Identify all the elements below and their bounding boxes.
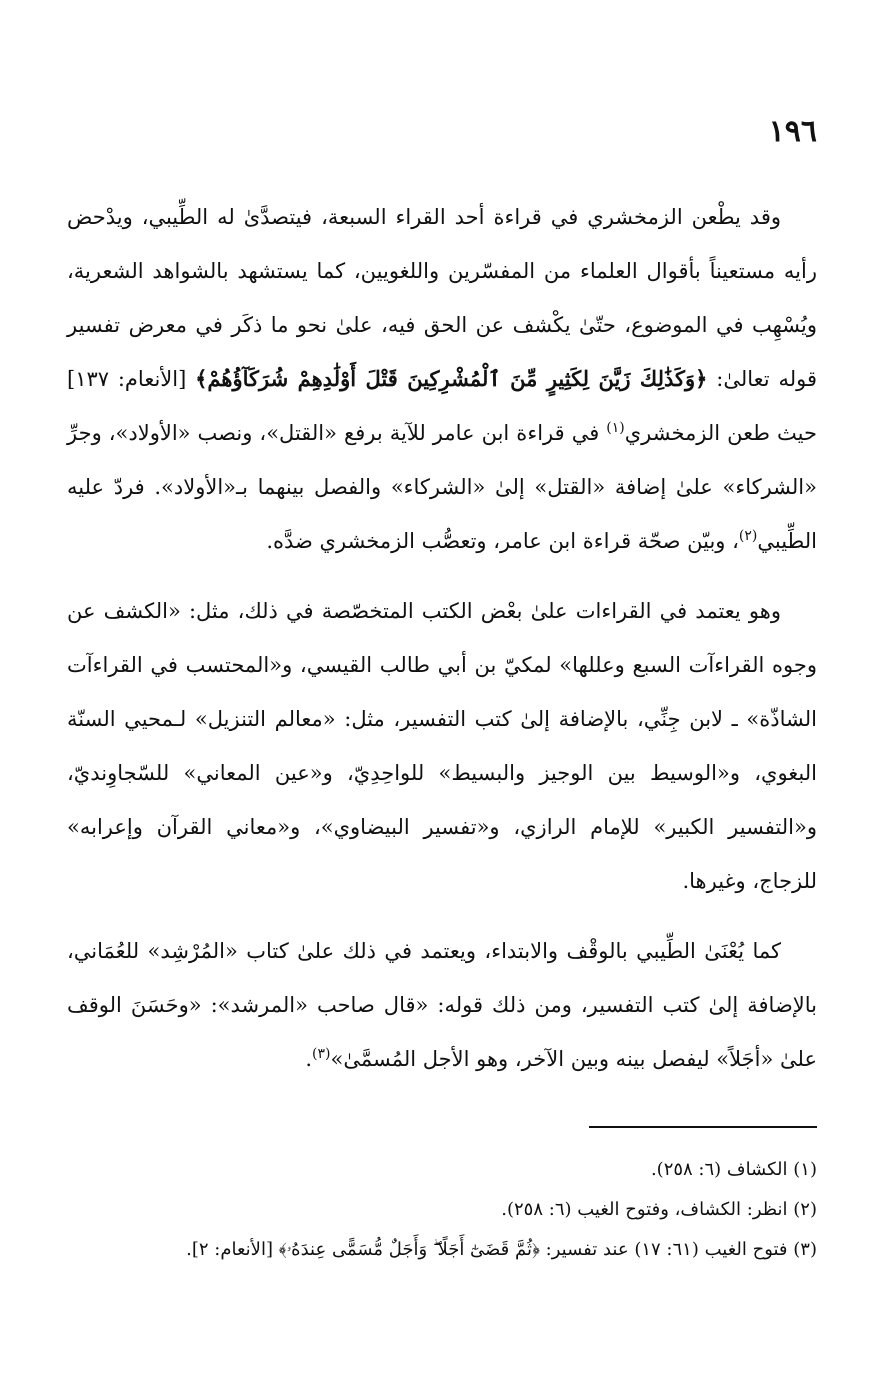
paragraph-2: وهو يعتمد في القراءات علىٰ بعْض الكتب المتخصّصة في ذلك، مثل: «الكشف عن وجوه القراءآت السبع وعللها» لمكيّ بن أبي طالب القيسي، و«المحتسب في القراءآت الشاذّة» ـ لابن جِنِّي، بالإضافة إلىٰ كتب التفسير، مثل: «معالم التنزيل» لـمحيي السنّة البغوي، و«الوسيط بين الوجيز والبسيط» للواحِدِيّ، و«عين المعاني» للسّجاوِنديّ، و«التفسير الكبير» للإمام الرازي، و«تفسير البيضاوي»، و«معاني القرآن وإعرابه» للزجاج، وغيرها. <box>67 599 817 893</box>
paragraph-1-end: ، وبيّن صحّة قراءة ابن عامر، وتعصُّب الزمخشري ضدَّه. <box>266 529 739 553</box>
footnote-ref-2[interactable]: (٢) <box>738 528 758 544</box>
body-text <box>67 190 817 1086</box>
paragraph-1 <box>67 190 817 568</box>
footnote-ref-3[interactable]: (٣) <box>312 1046 331 1062</box>
paragraph-3 <box>67 924 817 1086</box>
paragraph-1-citation: [الأنعام: ١٣٧] حيث طعن الزمخشري <box>67 367 817 445</box>
quran-quote-anam-137: ﴿وَكَذَٰلِكَ زَيَّنَ لِكَثِيرٍ مِّنَ ٱلْمُشْرِكِينَ قَتْلَ أَوْلَٰدِهِمْ شُرَكَآؤُهُمْ﴾ <box>195 366 708 391</box>
footnote-2: (٢) انظر: الكشاف، وفتوح الغيب (٦: ٢٥٨). <box>501 1199 817 1220</box>
footnotes <box>67 1150 817 1270</box>
footnote-separator <box>589 1126 817 1128</box>
footnote-ref-1[interactable]: (١) <box>606 420 625 436</box>
paragraph-3-text: كما يُعْنَىٰ الطِّيبي بالوقْف والابتداء، ويعتمد في ذلك علىٰ كتاب «المُرْشِد» للعُمَاني، بالإضافة إلىٰ كتب التفسير، ومن ذلك قوله: «قال صاحب «المرشد»: «وحَسَنَ الوقف علىٰ «أجَلاً» ليفصل بينه وبين الآخر، وهو الأجل المُسمَّىٰ» <box>67 939 817 1071</box>
page-number: ١٩٦ <box>768 114 817 149</box>
paragraph-1-intro: وقد يطْعن الزمخشري في قراءة أحد القراء السبعة، فيتصدَّىٰ له الطِّيبي، ويدْحض رأيه مستعيناً بأقوال العلماء من المفسّرين واللغويين، كما يستشهد بالشواهد الشعرية، ويُسْهِب في الموضوع، حتّىٰ يكْشف عن الحق فيه، علىٰ نحو ما ذكَر في معرض تفسير قوله تعالىٰ: <box>67 205 817 391</box>
paragraph-3-end: . <box>305 1047 313 1071</box>
paragraph-1-middle: في قراءة ابن عامر للآية برفع «القتل»، ونصب «الأولاد»، وجرِّ «الشركاء» علىٰ إضافة «القتل» إلىٰ «الشركاء» والفصل بينهما بـ«الأولاد». فردّ عليه الطِّيبي <box>67 421 817 553</box>
footnote-1: (١) الكشاف (٦: ٢٥٨). <box>650 1159 817 1180</box>
footnote-3: (٣) فتوح الغيب (٦١: ١٧) عند تفسير: ﴿ثُمَّ قَضَىٰٓ أَجَلًا ۖ وَأَجَلٌ مُّسَمًّى عِندَهُۥ﴾ [الأنعام: ٢]. <box>186 1239 817 1260</box>
